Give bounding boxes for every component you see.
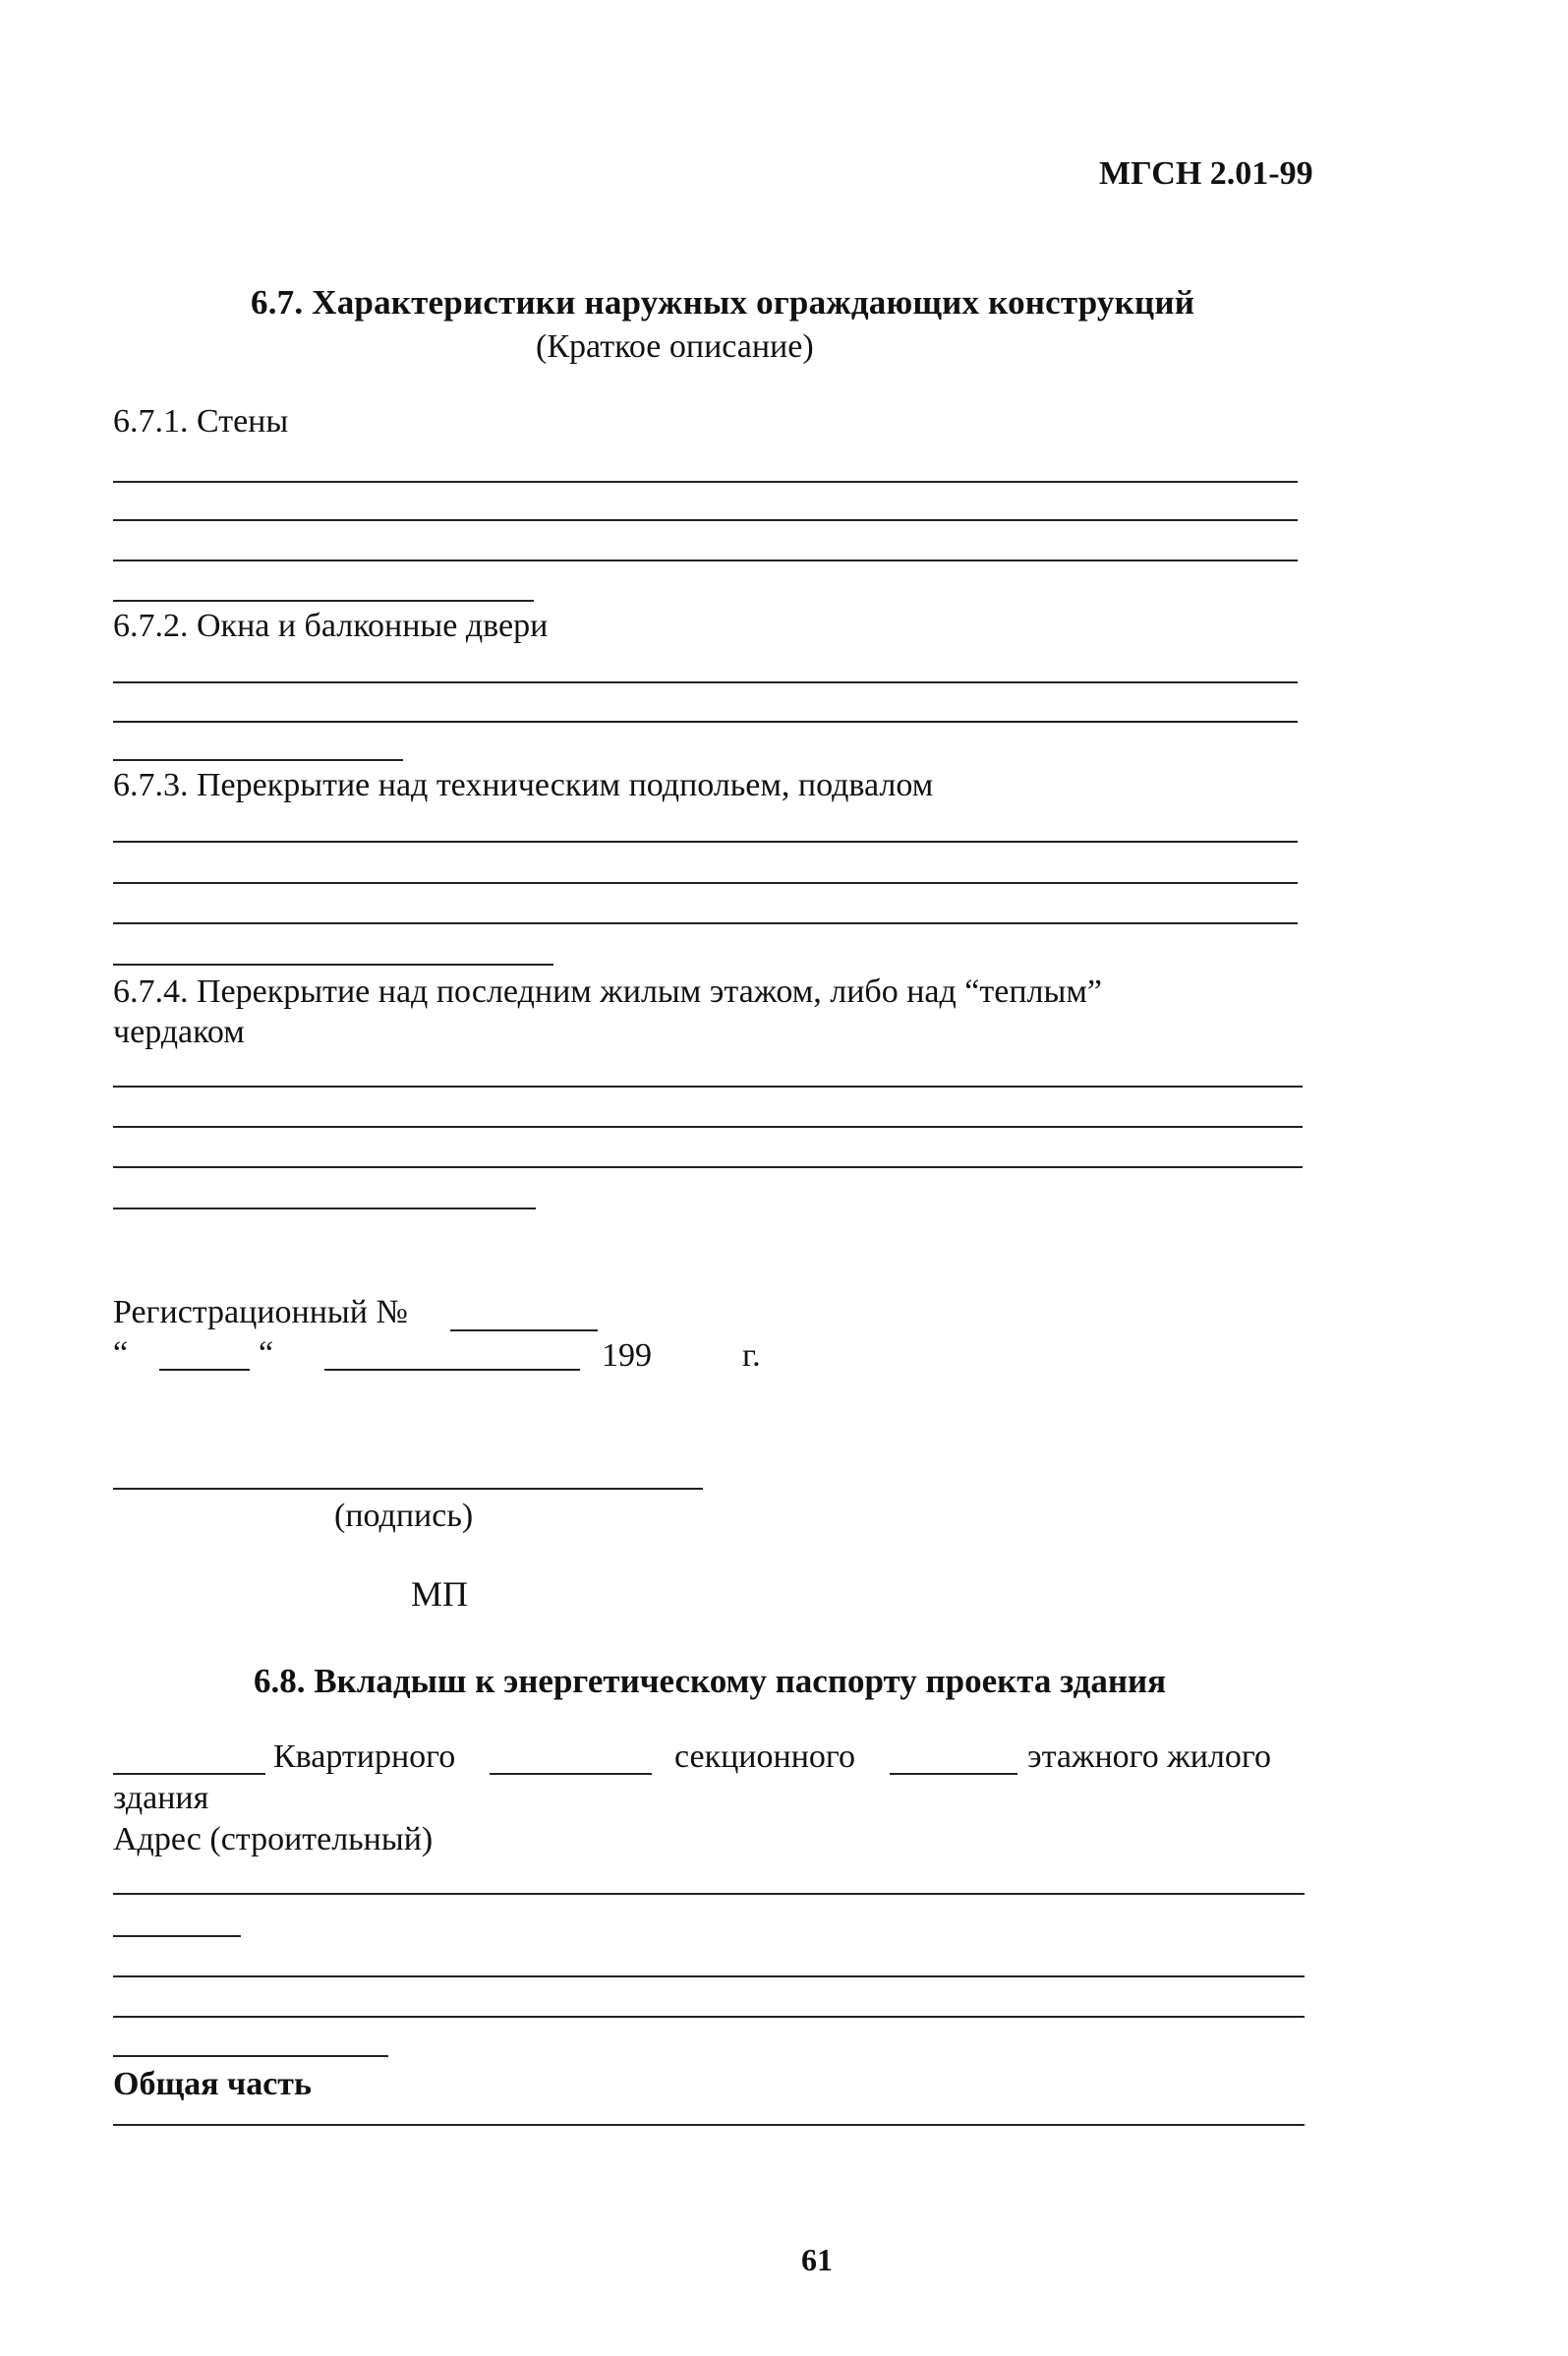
registration-number-field (450, 1329, 598, 1331)
walls-blank-line (113, 519, 1298, 521)
date-close-quote: “ (259, 1335, 274, 1372)
date-month-field (324, 1369, 580, 1371)
basement-floor-label: 6.7.3. Перекрытие над техническим подпольем, подвалом (113, 767, 934, 803)
general-part-heading: Общая часть (113, 2066, 312, 2102)
walls-blank-line (113, 560, 1298, 561)
sections-count-field (490, 1773, 652, 1775)
registration-number-label: Регистрационный № (113, 1294, 408, 1330)
windows-blank-line-short (113, 759, 403, 761)
sections-label: секционного (674, 1738, 855, 1775)
address-blank-line-short (113, 1935, 241, 1937)
windows-label: 6.7.2. Окна и балконные двери (113, 608, 549, 644)
floors-count-field (890, 1773, 1017, 1775)
signature-line (113, 1488, 703, 1490)
basement-blank-line (113, 922, 1298, 924)
address-blank-line (113, 2016, 1305, 2018)
walls-blank-line (113, 481, 1298, 483)
top-floor-blank-line (113, 1126, 1303, 1128)
apartments-label: Квартирного (273, 1738, 456, 1775)
windows-blank-line (113, 681, 1298, 683)
section-6-7-subtitle: (Краткое описание) (536, 328, 814, 365)
general-part-blank-line (113, 2124, 1305, 2126)
top-floor-blank-line-short (113, 1207, 536, 1209)
top-floor-blank-line (113, 1166, 1303, 1168)
apartments-count-field (113, 1773, 265, 1775)
date-day-field (159, 1369, 250, 1371)
date-open-quote: “ (113, 1335, 129, 1372)
address-label: Адрес (строительный) (113, 1821, 434, 1857)
signature-label: (подпись) (334, 1498, 474, 1534)
date-year-suffix: г. (742, 1337, 761, 1374)
address-blank-line-short (113, 2055, 388, 2057)
basement-blank-line (113, 882, 1298, 884)
document-code: МГСН 2.01-99 (1099, 155, 1313, 192)
date-year: 199 (602, 1337, 652, 1374)
page-number: 61 (801, 2242, 833, 2277)
top-floor-blank-line (113, 1086, 1303, 1088)
basement-blank-line-short (113, 964, 553, 966)
top-floor-label: 6.7.4. Перекрытие над последним жилым этажом, либо над “теплым” (113, 973, 1102, 1010)
walls-blank-line-short (113, 600, 534, 602)
section-6-7-title: 6.7. Характеристики наружных ограждающих конструкций (251, 283, 1195, 322)
basement-blank-line (113, 841, 1298, 843)
address-blank-line (113, 1975, 1305, 1977)
stamp-label: МП (411, 1574, 469, 1614)
floors-label: этажного жилого (1027, 1738, 1271, 1775)
top-floor-label-cont: чердаком (113, 1014, 245, 1050)
building-label: здания (113, 1780, 209, 1816)
section-6-8-title: 6.8. Вкладыш к энергетическому паспорту проекта здания (254, 1662, 1167, 1700)
address-blank-line (113, 1893, 1305, 1895)
walls-label: 6.7.1. Стены (113, 403, 289, 440)
windows-blank-line (113, 721, 1298, 723)
